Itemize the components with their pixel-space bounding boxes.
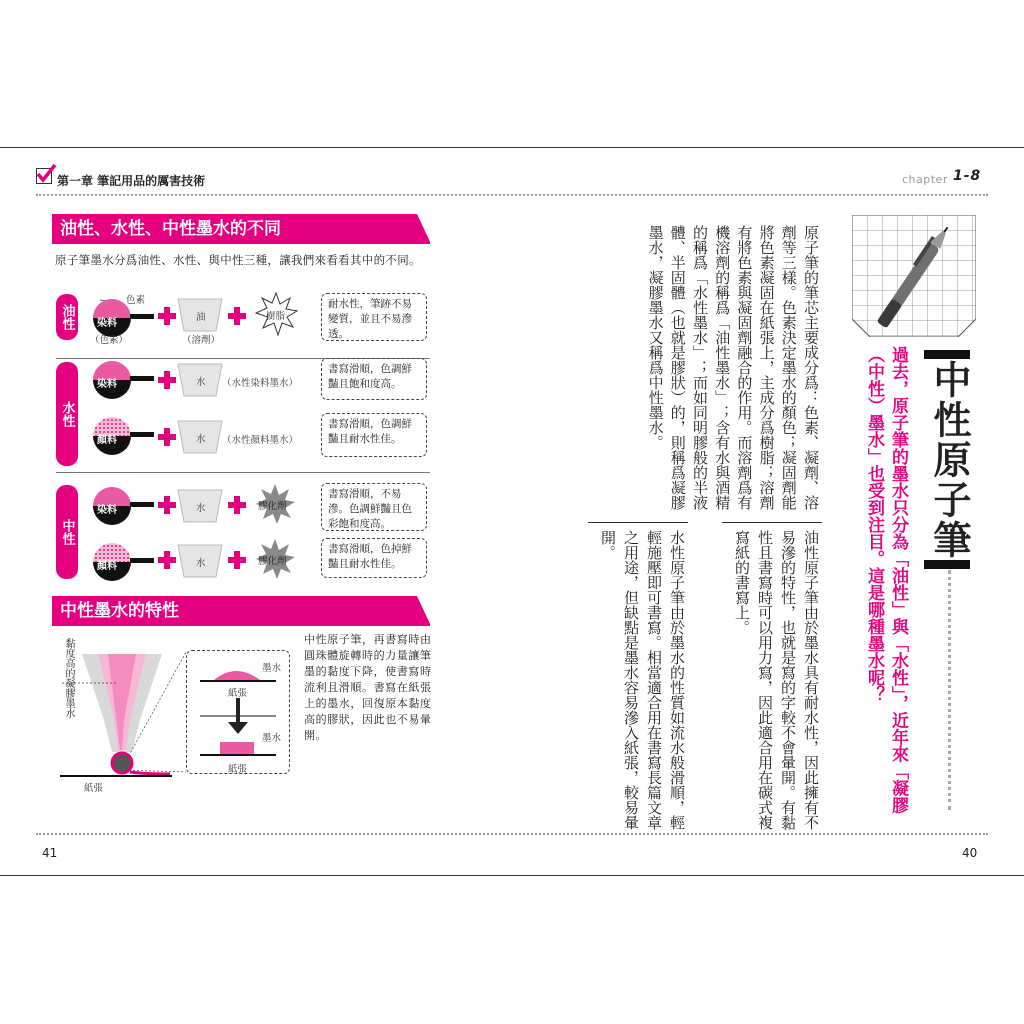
checkmark-icon — [36, 168, 52, 184]
pen-grid-illustration — [852, 215, 976, 337]
pigment-note: 色素 — [126, 295, 146, 306]
section-title-ink-difference: 油性、水性、中性墨水的不同 — [52, 214, 430, 244]
body-column-1: 原子筆的筆芯主要成分爲：色素、凝劑、溶劑等三樣。色素決定墨水的顏色；凝固劑能將色素凝固在紙張上，主成分爲樹脂；溶劑有將色素與凝固劑融合的作用。而溶劑爲有機溶劑的稱爲「油性墨水」；含有水與酒精的稱爲「水性墨水」；而如同明膠般的半液體、半固體（也就是膠狀）的，則稱爲凝膠墨水，凝膠墨水又稱爲中性墨水。 — [646, 225, 820, 510]
chapter-title: 第一章 筆記用品的厲害技術 — [57, 174, 206, 188]
page-title: 中性原子筆 — [927, 360, 971, 560]
ball-label-dye: 染料 — [97, 505, 117, 516]
title-bar-top — [924, 350, 970, 359]
water-dye-description: 書寫滑順，色調鮮豔且飽和度高。 — [321, 358, 427, 400]
cup-label-water: 水 — [196, 377, 206, 388]
label-oil: 油性 — [56, 294, 78, 340]
ball-sub-pigment: （色素） — [90, 335, 129, 346]
column-divider — [588, 522, 688, 523]
footer-dotted-line — [36, 833, 988, 835]
ball-label-pigment: 顏料 — [97, 561, 117, 572]
oil-description: 耐水性，筆跡不易變質，並且不易滲透。 — [321, 293, 427, 341]
gel-label: 膠化劑 — [258, 501, 287, 512]
paper-label-bottom: 紙張 — [228, 764, 248, 775]
ball-label-pigment: 顏料 — [97, 435, 117, 446]
cup-label-water: 水 — [196, 434, 206, 445]
cup-sub-solvent: （溶劑） — [182, 335, 221, 346]
plus-icon — [228, 551, 246, 569]
plus-icon — [158, 428, 176, 446]
ball-label-dye: 染料 — [97, 318, 117, 329]
plus-icon — [158, 496, 176, 514]
cup-label-water: 水 — [196, 558, 206, 569]
section-title-neutral-properties: 中性墨水的特性 — [52, 596, 430, 626]
cup-label-water: 水 — [196, 503, 206, 514]
plus-icon — [228, 307, 246, 325]
label-neutral: 中性 — [56, 485, 78, 579]
ink-label-top: 墨水 — [262, 663, 282, 674]
water-pigment-description: 書寫滑順，色調鮮豔且耐水性佳。 — [321, 413, 427, 457]
plus-icon — [158, 307, 176, 325]
label-water: 水性 — [56, 362, 78, 466]
neutral-pigment-description: 書寫滑順，色掉鮮豔且耐水性佳。 — [321, 538, 427, 578]
plus-icon — [158, 551, 176, 569]
viscosity-label: 黏度高的凝膠墨水 — [63, 638, 74, 718]
water-pigment-note: （水性顏料墨水） — [222, 435, 299, 446]
body-column-2: 油性原子筆由於墨水具有耐水性，因此擁有不易滲的特性，也就是寫的字較不會暈開。有黏性且書寫時可以用力寫，因此適合用在碳式複寫紙的書寫上。 — [733, 530, 820, 830]
bottom-rule — [0, 875, 1024, 876]
top-rule — [0, 147, 1024, 148]
plus-icon — [158, 371, 176, 389]
chapter-label: chapter — [902, 173, 948, 186]
lead-text: 過去，原子筆的墨水只分為「油性」與「水性」，近年來「凝膠（中性）墨水」也受到注目。這是哪種墨水呢？ — [864, 346, 908, 814]
title-bar-bottom — [924, 560, 970, 569]
page-number-left: 41 — [42, 846, 58, 860]
row-separator — [56, 472, 430, 473]
header-dotted-line — [36, 194, 988, 196]
body-column-3: 水性原子筆由於墨水的性質如流水般滑順，輕輕施壓即可書寫。相當適合用在書寫長篇文章之用途，但缺點是墨水容易滲入紙張，較易暈開。 — [599, 530, 686, 830]
water-dye-note: （水性染料墨水） — [222, 378, 299, 389]
resin-label: 樹脂 — [266, 311, 286, 322]
paper-label-top: 紙張 — [228, 688, 248, 699]
neutral-dye-description: 書寫滑順，不易滲。色調鮮豔且色彩飽和度高。 — [321, 483, 427, 531]
cup-label-oil: 油 — [196, 312, 206, 323]
column-divider — [722, 522, 822, 523]
ink-label-bottom: 墨水 — [262, 733, 282, 744]
intro-text: 原子筆墨水分爲油性、水性、與中性三種，讓我們來看看其中的不同。 — [55, 253, 421, 267]
gel-label: 膠化劑 — [258, 556, 287, 567]
page-number-right: 40 — [962, 846, 978, 860]
ball-label-dye: 染料 — [97, 379, 117, 390]
title-dots — [948, 570, 951, 810]
neutral-explanation: 中性原子筆，再書寫時由圓珠體旋轉時的力量讓筆墨的黏度下降，使書寫時流利且滑順。書寫在紙張上的墨水，回復原本黏度高的膠狀，因此也不易暈開。 — [304, 633, 432, 742]
callout-lines — [120, 646, 192, 776]
chapter-number: 1-8 — [953, 168, 982, 184]
plus-icon — [228, 496, 246, 514]
paper-label: 紙張 — [84, 783, 104, 794]
